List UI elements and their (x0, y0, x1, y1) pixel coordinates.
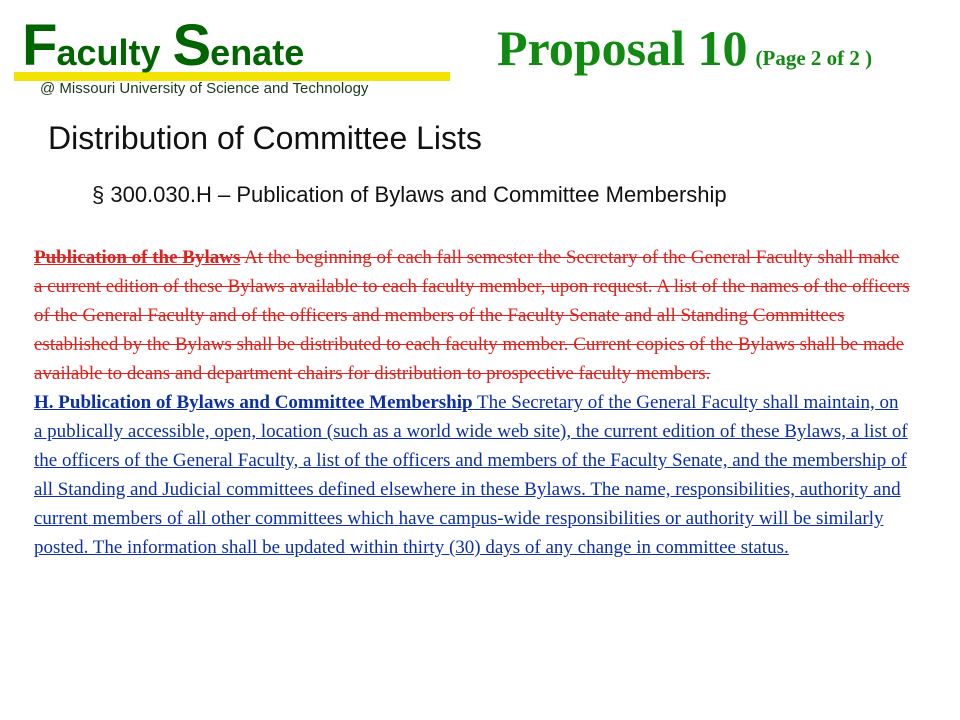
faculty-senate-logo (14, 13, 454, 100)
proposal-title (497, 16, 872, 80)
logo-subtitle: @ Missouri University of Science and Technology (40, 80, 369, 97)
inserted-lead: H. Publication of Bylaws and Committee Membership (34, 392, 473, 413)
logo-faculty-initial: F (22, 13, 57, 78)
inserted-body: The Secretary of the General Faculty shall maintain, on a publically accessible, open, location (such as a world wide web site), the current edition of these Bylaws, a list of the officers of the General Faculty, a list of the officers and members of the Faculty Senate, and the membership of all Standing and Judicial committees defined elsewhere in these Bylaws. The name, responsibilities, authority and current members of all other committees which have campus-wide responsibilities or authority will be similarly posted. The information shall be updated within thirty (30) days of any change in committee status. (34, 392, 908, 558)
slide-heading: Distribution of Committee Lists (48, 120, 482, 156)
logo-senate-rest: enate (210, 32, 305, 73)
bylaw-text (34, 243, 910, 562)
logo-wordmark (22, 13, 305, 78)
deleted-body: At the beginning of each fall semester the Secretary of the General Faculty shall make a current edition of these Bylaws available to each faculty member, upon request. A list of the names of the officers of the General Faculty and of the officers and members of the Faculty Senate and all Standing Committees established by the Bylaws shall be distributed to each faculty member. Current copies of the Bylaws shall be made available to deans and department chairs for distribution to prospective faculty members. (34, 247, 910, 384)
inserted-paragraph (34, 388, 910, 562)
logo-faculty-rest: aculty (56, 32, 161, 73)
proposal-number: Proposal 10 (497, 20, 748, 76)
page-indicator: (Page 2 of 2 ) (755, 46, 873, 70)
deleted-lead: Publication of the Bylaws (34, 247, 241, 268)
logo-senate-initial: S (172, 13, 211, 78)
deleted-paragraph (34, 243, 910, 388)
section-reference: § 300.030.H – Publication of Bylaws and Committee Membership (92, 182, 727, 207)
